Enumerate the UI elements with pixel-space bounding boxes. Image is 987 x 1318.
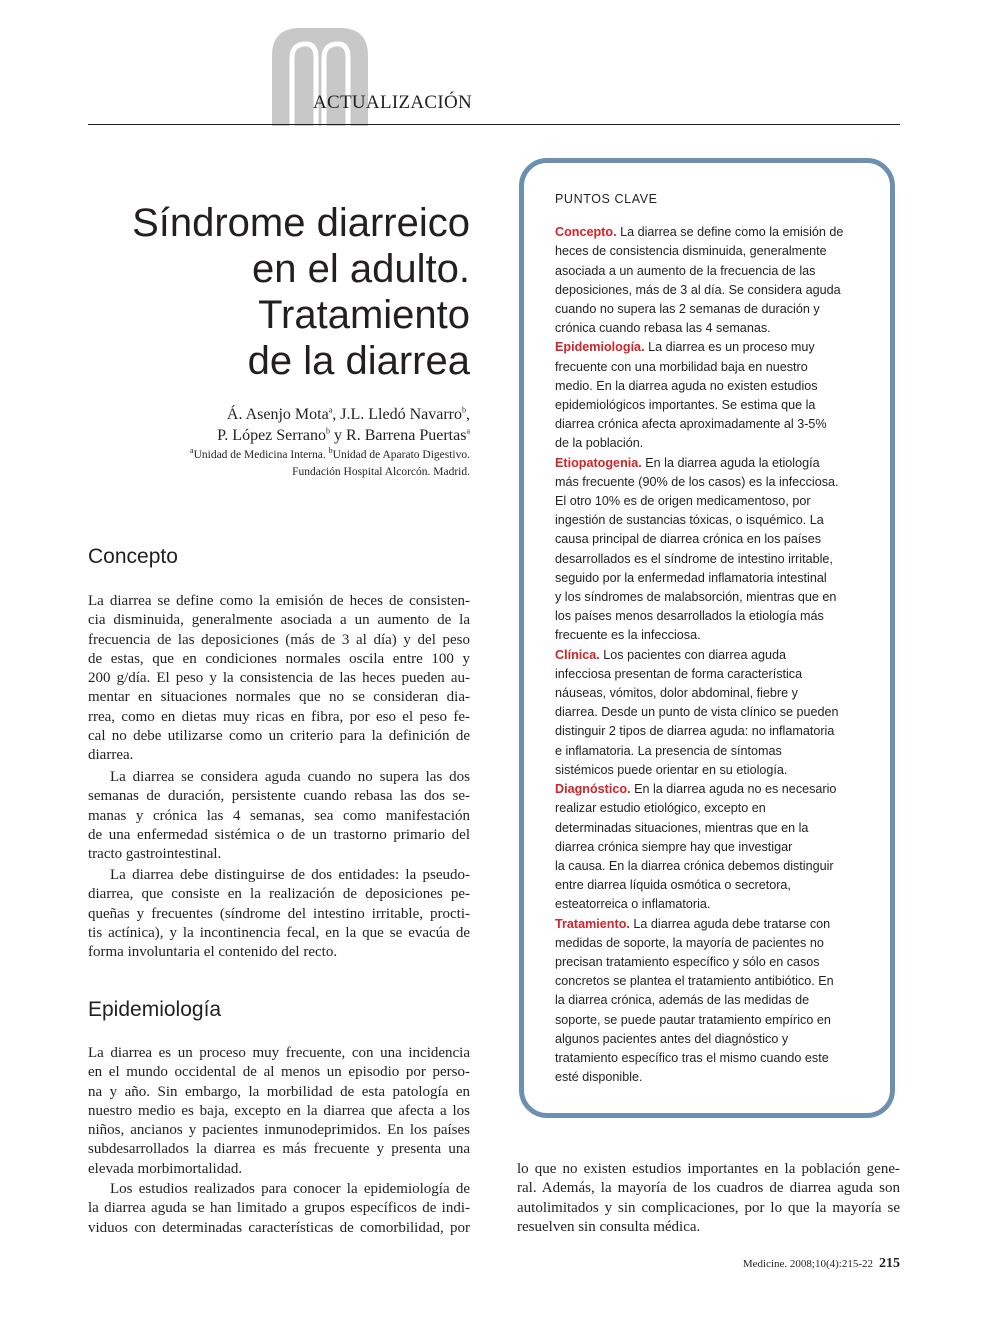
key-point-line: diarrea. Desde un punto de vista clínico se pueden	[555, 705, 839, 720]
author-list: Á. Asenjo Mota$^a$, J.L. Lledó Navarro$^b$, P. López Serrano$^b$ y R. Barrena Puertas$^a$	[217, 405, 470, 444]
key-point-line: asociada a un aumento de la frecuencia de las	[555, 263, 816, 278]
author: P. López Serrano	[217, 427, 327, 444]
section-heading-concepto: Concepto	[88, 545, 178, 568]
key-point-heading: Clínica.	[555, 647, 600, 662]
author: J.L. Lledó Navarro	[340, 406, 462, 423]
key-point-line: más frecuente (90% de los casos) es la infecciosa.	[555, 474, 839, 489]
key-point-line: algunos pacientes antes del diagnóstico y	[555, 1031, 789, 1046]
key-point-line: sistémicos puede orientar en su etiología.	[555, 762, 788, 777]
paragraph-concepto-3: La diarrea debe distinguirse de dos entidades: la pseudo- diarrea, que consiste en la realización de deposiciones pe- queñas y frecuentes (síndrome del intestino irritable, procti- tis actínica), y la incontinencia fecal, en la que se evacúa de forma involuntaria el contenido del recto.	[88, 867, 470, 961]
key-point-line: esté disponible.	[555, 1070, 643, 1085]
key-point-heading: Etiopatogenia.	[555, 455, 642, 470]
key-point-line: y los síndromes de malabsorción, mientras que en	[555, 590, 837, 605]
key-point-line: medidas de soporte, la mayoría de pacientes no	[555, 935, 824, 950]
paragraph-concepto-2: La diarrea se considera aguda cuando no supera las dos semanas de duración, persistente cuando rebasa las dos se- manas y crónica las 4 semanas, sea como manifestación de una enfermedad sistémica o de un trastorno primario del tracto gastrointestinal.	[88, 769, 470, 863]
paragraph-epidemiologia-continued: lo que no existen estudios importantes en la población gene- ral. Además, la mayoría de los cuadros de diarrea aguda son autolimitados y sin complicaciones, por lo que la mayoría se resuelven sin consulta médica.	[517, 1161, 900, 1235]
key-point-heading: Diagnóstico.	[555, 782, 631, 797]
key-point-1: Epidemiología. La diarrea es un proceso muy	[555, 340, 815, 355]
page-number: 215	[879, 1256, 900, 1271]
key-point-line: realizar estudio etiológico, excepto en	[555, 801, 766, 816]
affiliations: $^a$Unidad de Medicina Interna. $^b$Unidad de Aparato Digestivo. Fundación Hospital Alcorcón. Madrid.	[190, 446, 470, 478]
key-point-4: Diagnóstico. En la diarrea aguda no es necesario	[555, 782, 837, 797]
paragraph-epidemiologia-2: Los estudios realizados para conocer la epidemiología de la diarrea aguda se han limitado a grupos específicos de indi- viduos con determinadas características de comorbilidad, por	[88, 1181, 470, 1236]
key-point-line: cuando no supera las 2 semanas de duración y	[555, 302, 820, 317]
key-point-line: ingestión de sustancias tóxicas, o isquémico. La	[555, 513, 824, 528]
key-point-line: frecuente es la infecciosa.	[555, 628, 701, 643]
author: R. Barrena Puertas	[346, 427, 467, 444]
key-points-content	[555, 190, 865, 1087]
key-point-line: soporte, se puede pautar tratamiento empírico en	[555, 1012, 831, 1027]
key-point-line: medio. En la diarrea aguda no existen estudios	[555, 378, 818, 393]
key-point-line: diarrea crónica siempre hay que investigar	[555, 839, 793, 854]
key-point-0: Concepto. La diarrea se define como la emisión de	[555, 225, 844, 240]
key-point-line: seguido por la enfermedad inflamatoria intestinal	[555, 570, 827, 585]
paragraph-concepto-1: La diarrea se define como la emisión de heces de consisten- cia disminuida, generalmente asociada a un aumento de la frecuencia de las deposiciones (más de 3 al día) y del peso de estas, que en condiciones normales oscila entre 100 y 200 g/día. El peso y la consistencia de las heces pueden au- mentar en situaciones normales que no se consideran dia- rrea, como en dietas muy ricas en fibra, por eso el peso fe- cal no debe utilizarse como un criterio para la definición de diarrea.	[88, 593, 470, 764]
key-point-line: entre diarrea líquida osmótica o secretora,	[555, 878, 791, 893]
header-rule	[88, 124, 900, 125]
title-line: Tratamiento	[258, 293, 470, 337]
key-point-line: desarrollados es el síndrome de intestino irritable,	[555, 551, 833, 566]
key-point-line: tratamiento específico tras el mismo cuando este	[555, 1050, 829, 1065]
key-point-heading: Tratamiento.	[555, 916, 630, 931]
key-points-list	[555, 223, 865, 1087]
section-heading-epidemiologia: Epidemiología	[88, 998, 222, 1021]
key-point-line: epidemiológicos importantes. Se estima que la	[555, 398, 816, 413]
key-points-title: PUNTOS CLAVE	[555, 192, 658, 206]
key-point-3: Clínica. Los pacientes con diarrea aguda	[555, 647, 787, 662]
key-point-5: Tratamiento. La diarrea aguda debe tratarse con	[555, 916, 831, 931]
key-point-line: los países menos desarrollados la etiología más	[555, 609, 824, 624]
key-point-line: causa principal de diarrea crónica en los países	[555, 532, 822, 547]
key-point-2: Etiopatogenia. En la diarrea aguda la etiología	[555, 455, 820, 470]
key-point-heading: Epidemiología.	[555, 340, 645, 355]
key-point-line: diarrea crónica afecta aproximadamente al 3-5%	[555, 417, 827, 432]
key-point-line: precisan tratamiento específico y sólo en casos	[555, 954, 820, 969]
page-footer	[700, 1256, 900, 1272]
key-point-line: la causa. En la diarrea crónica debemos distinguir	[555, 858, 834, 873]
article-title	[88, 200, 470, 384]
key-point-line: esteatorreica o inflamatoria.	[555, 897, 711, 912]
key-point-line: frecuente con una morbilidad baja en nuestro	[555, 359, 808, 374]
author: Á. Asenjo Mota	[226, 406, 329, 423]
key-point-line: náuseas, vómitos, dolor abdominal, fiebre y	[555, 686, 798, 701]
key-point-line: heces de consistencia disminuida, generalmente	[555, 244, 827, 259]
citation: Medicine. 2008;10(4):215-22	[742, 1258, 873, 1270]
key-point-line: concretos se plantea el tratamiento antibiótico. En	[555, 974, 834, 989]
key-point-line: de la población.	[555, 436, 644, 451]
key-point-line: la diarrea crónica, además de las medidas de	[555, 993, 810, 1008]
key-point-heading: Concepto.	[555, 225, 617, 240]
key-point-line: e inflamatoria. La presencia de síntomas	[555, 743, 782, 758]
key-point-line: determinadas situaciones, mientras que en la	[555, 820, 809, 835]
key-point-line: crónica cuando rebasa las 4 semanas.	[555, 321, 771, 336]
key-point-line: El otro 10% es de origen medicamentoso, por	[555, 494, 811, 509]
title-line: en el adulto.	[252, 247, 470, 291]
title-line: Síndrome diarreico	[132, 201, 470, 245]
key-point-line: deposiciones, más de 3 al día. Se considera aguda	[555, 282, 841, 297]
title-line: de la diarrea	[247, 339, 470, 383]
key-point-line: distinguir 2 tipos de diarrea aguda: no inflamatoria	[555, 724, 835, 739]
section-label: ACTUALIZACIÓN	[313, 92, 473, 113]
paragraph-epidemiologia-1: La diarrea es un proceso muy frecuente, con una incidencia en el mundo occidental de al menos un episodio por perso- na y año. Sin embargo, la morbilidad de esta patología en nuestro medio es baja, excepto en la diarrea que afecta a los niños, ancianos y pacientes inmunodeprimidos. En los países subdesarrollados la diarrea es más frecuente y presenta una elevada morbimortalidad.	[88, 1045, 470, 1177]
key-point-line: infecciosa presentan de forma característica	[555, 666, 803, 681]
